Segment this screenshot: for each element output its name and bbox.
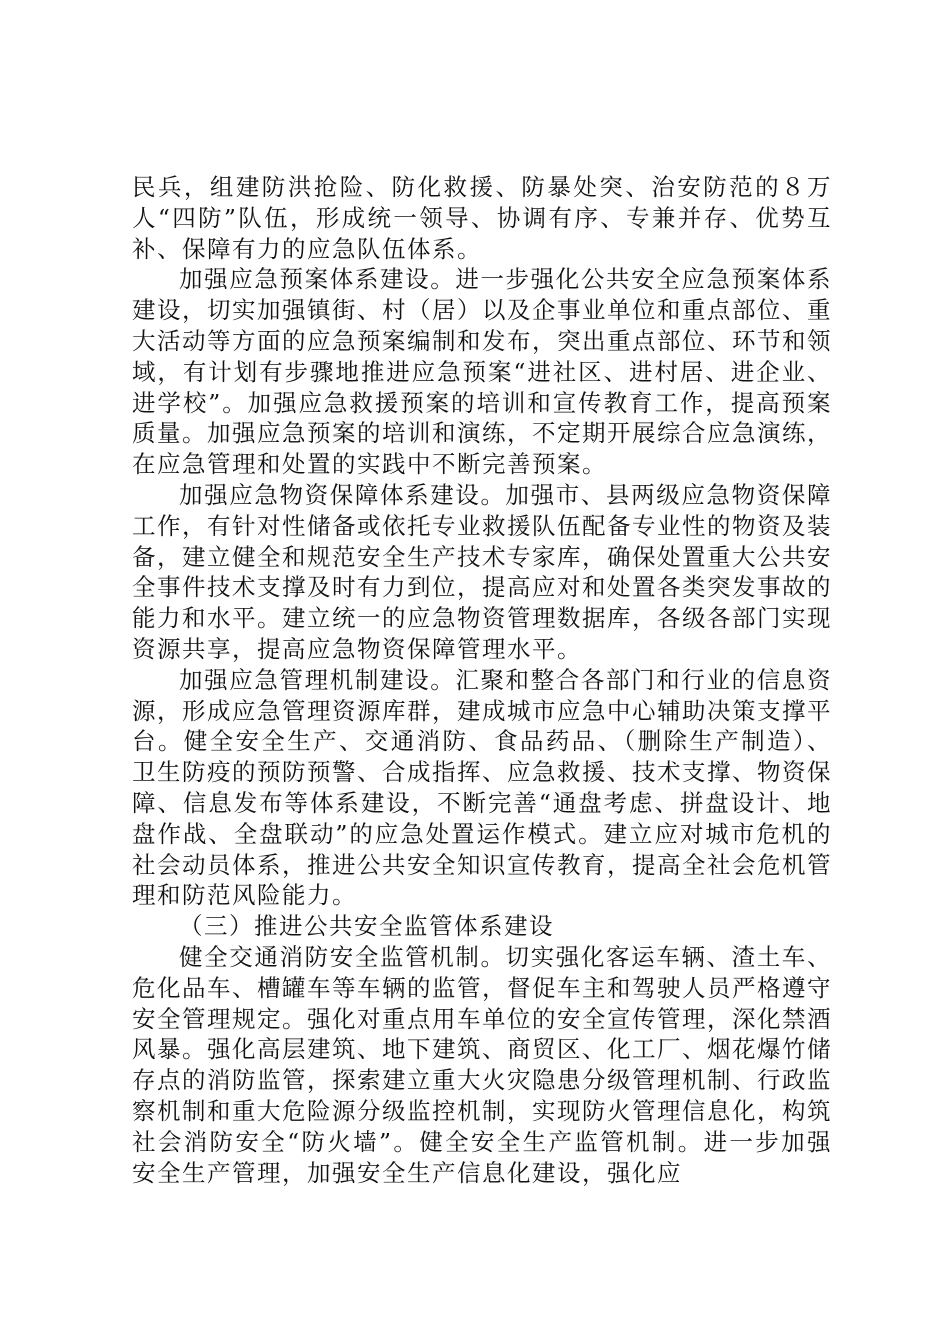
document-body (132, 172, 832, 1188)
paragraph-emergency-plans: 加强应急预案体系建设。进一步强化公共安全应急预案体系建设，切实加强镇街、村（居）以及企事业单位和重点部位、重大活动等方面的应急预案编制和发布，突出重点部位、环节和领域，有计划有步骤地推进应急预案“进社区、进村居、进企业、进学校”。加强应急救援预案的培训和宣传教育工作，提高预案质量。加强应急预案的培训和演练，不定期开展综合应急演练，在应急管理和处置的实践中不断完善预案。 (132, 265, 832, 479)
paragraph-militia-teams: 民兵，组建防洪抢险、防化救援、防暴处突、治安防范的８万人“四防”队伍，形成统一领导、协调有序、专兼并存、优势互补、保障有力的应急队伍体系。 (132, 173, 832, 263)
paragraph-emergency-mechanism: 加强应急管理机制建设。汇聚和整合各部门和行业的信息资源，形成应急管理资源库群，建成城市应急中心辅助决策支撑平台。健全安全生产、交通消防、食品药品、（删除生产制造）、卫生防疫的预防预警、合成指挥、应急救援、技术支撑、物资保障、信息发布等体系建设，不断完善“通盘考虑、拼盘设计、地盘作战、全盘联动”的应急处置运作模式。建立应对城市危机的社会动员体系，推进公共安全知识宣传教育，提高全社会危机管理和防范风险能力。 (132, 665, 832, 910)
section-heading: （三）推进公共安全监管体系建设 (179, 912, 554, 941)
paragraph-emergency-supplies: 加强应急物资保障体系建设。加强市、县两级应急物资保障工作，有针对性储备或依托专业救援队伍配备专业性的物资及装备，建立健全和规范安全生产技术专家库，确保处置重大公共安全事件技术支撑及时有力到位，提高应对和处置各类突发事故的能力和水平。建立统一的应急物资管理数据库，各级各部门实现资源共享，提高应急物资保障管理水平。 (132, 480, 832, 663)
paragraph-traffic-fire-supervision: 健全交通消防安全监管机制。切实强化客运车辆、渣土车、危化品车、槽罐车等车辆的监管，督促车主和驾驶人员严格遵守安全管理规定。强化对重点用车单位的安全宣传管理，深化禁酒风暴。强化高层建筑、地下建筑、商贸区、化工厂、烟花爆竹储存点的消防监管，探索建立重大火灾隐患分级管理机制、行政监察机制和重大危险源分级监控机制，实现防火管理信息化，构筑社会消防安全“防火墙”。健全安全生产监管机制。进一步加强安全生产管理，加强安全生产信息化建设，强化应 (132, 942, 832, 1187)
